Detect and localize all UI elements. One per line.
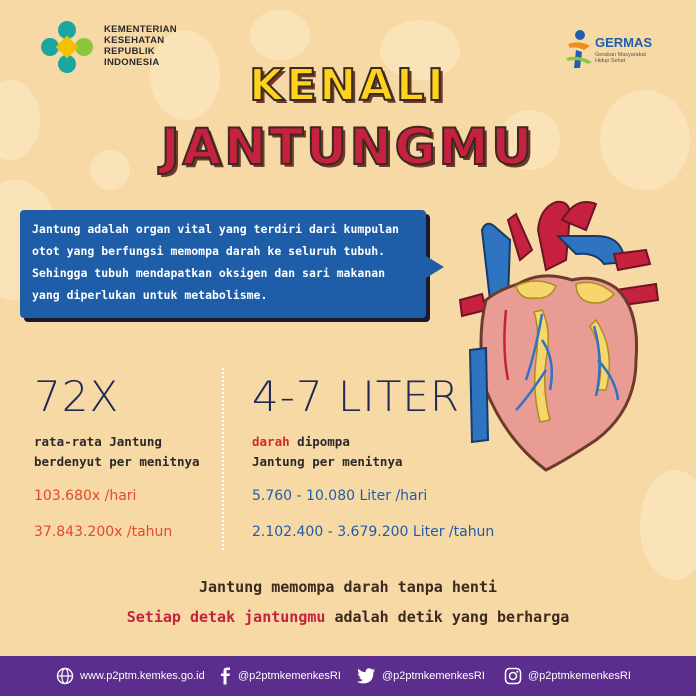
beats-per-year: 37.843.200x /tahun (34, 524, 173, 540)
description-callout (20, 210, 426, 318)
ministry-line: REPUBLIK (104, 46, 155, 57)
background-blob (250, 10, 310, 60)
liters-per-minute-value: 4-7 LITER (252, 372, 461, 421)
beats-description (34, 432, 200, 472)
footer-website-link[interactable] (56, 666, 205, 686)
beats-per-day: 103.680x /hari (34, 488, 137, 504)
volume-description-line (252, 432, 403, 452)
twitter-handle: @p2ptmkemenkesRI (382, 670, 485, 682)
description-text (32, 218, 424, 306)
message-line-1: Jantung memompa darah tanpa henti (198, 578, 497, 596)
volume-highlight-word: darah (252, 434, 290, 449)
ministry-line: INDONESIA (104, 57, 160, 68)
beats-description-line: berdenyut per menitnya (34, 454, 200, 469)
footer-bar (0, 656, 696, 696)
beats-per-minute-value: 72X (34, 372, 120, 421)
title-kenali: KENALI (249, 60, 447, 111)
description-line: yang diperlukan untuk metabolisme. (32, 288, 268, 302)
germas-title: GERMAS (595, 35, 653, 50)
message-rest: adalah detik yang berharga (325, 608, 570, 626)
volume-description-rest: dipompa (289, 434, 350, 449)
stats-divider (222, 368, 224, 550)
background-blob (640, 470, 696, 580)
facebook-handle: @p2ptmkemenkesRI (238, 670, 341, 682)
germas-subtitle: Gerakan Masyarakat Hidup Sehat (595, 52, 647, 64)
instagram-handle: @p2ptmkemenkesRI (528, 670, 631, 682)
ministry-line: KESEHATAN (104, 35, 165, 46)
volume-description (252, 432, 403, 472)
message-highlight: Setiap detak jantungmu (126, 608, 326, 626)
title-jantungmu: JANTUNGMU (160, 118, 536, 176)
description-line: Sehingga tubuh mendapatkan oksigen dan sari makanan (32, 266, 386, 280)
description-line: Jantung adalah organ vital yang terdiri dari kumpulan (32, 222, 399, 236)
description-line: otot yang berfungsi memompa darah ke seluruh tubuh. (32, 244, 386, 258)
website-text: www.p2ptm.kemkes.go.id (80, 670, 205, 682)
twitter-icon (356, 668, 376, 684)
liters-per-day: 5.760 - 10.080 Liter /hari (252, 488, 428, 504)
liters-per-year: 2.102.400 - 3.679.200 Liter /tahun (252, 524, 495, 540)
instagram-icon (504, 667, 522, 685)
volume-description-line: Jantung per menitnya (252, 454, 403, 469)
message-line-2 (0, 608, 696, 626)
beats-description-line: rata-rata Jantung (34, 434, 162, 449)
ministry-line: KEMENTERIAN (104, 24, 177, 35)
facebook-icon (218, 667, 232, 685)
heart-illustration-icon (446, 190, 696, 480)
footer-facebook-link[interactable] (218, 666, 341, 686)
globe-icon (56, 667, 74, 685)
footer-twitter-link[interactable] (356, 666, 485, 686)
footer-instagram-link[interactable] (504, 666, 631, 686)
